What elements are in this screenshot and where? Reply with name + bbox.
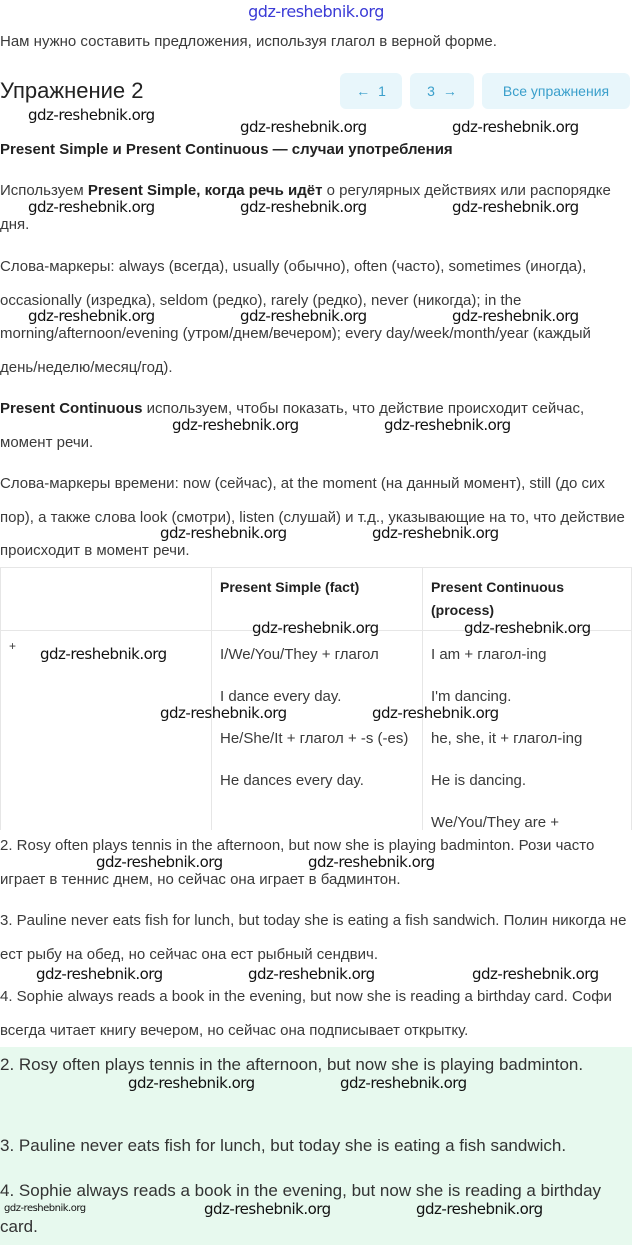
cell-line: He is dancing. — [431, 772, 527, 789]
p1-text: Используем — [0, 182, 88, 199]
intro-text: Нам нужно составить предложения, используя глагол в верной форме. — [0, 33, 497, 50]
watermark: gdz-reshebnik.org — [128, 1074, 255, 1092]
watermark: gdz-reshebnik.org — [4, 1203, 86, 1214]
watermark: gdz-reshebnik.org — [464, 619, 591, 637]
watermark: gdz-reshebnik.org — [240, 198, 367, 216]
table-header: Present Simple (fact) — [212, 568, 423, 631]
theory-heading: Present Simple и Present Continuous — случаи употребления — [0, 141, 453, 158]
watermark: gdz-reshebnik.org — [252, 619, 379, 637]
cell-line: He dances every day. — [220, 772, 364, 789]
answer-2: 2. Rosy often plays tennis in the afternoon, but now she is playing badminton. — [0, 1055, 584, 1074]
answer-4: 4. Sophie always reads a book in the evening, but now she is reading a birthday card. — [0, 1181, 602, 1236]
arrow-left-icon: ← — [356, 83, 371, 99]
watermark: gdz-reshebnik.org — [340, 1074, 467, 1092]
row-label: + — [1, 631, 212, 831]
p1-bold: Present Simple, когда речь идёт — [87, 182, 323, 199]
watermark: gdz-reshebnik.org — [240, 118, 367, 136]
watermark: gdz-reshebnik.org — [40, 645, 167, 663]
p1-text-end: о регулярных действиях или распорядке дня. — [0, 182, 611, 233]
watermark: gdz-reshebnik.org — [28, 198, 155, 216]
page-title: Упражнение 2 — [0, 78, 144, 103]
prev-label: 1 — [378, 83, 386, 99]
table-header: Present Continuous (process) — [423, 568, 632, 631]
cell-line: I/We/You/They + глагол — [220, 646, 379, 663]
watermark: gdz-reshebnik.org — [172, 416, 299, 434]
watermark: gdz-reshebnik.org — [372, 704, 499, 722]
p3-bold: Present Continuous — [0, 400, 143, 417]
theory-paragraph-2: Слова-маркеры: always (всегда), usually (обычно), often (часто), sometimes (иногда), occasionally (изредка), seldom (редко), rarely (редко), never (никогда); in the morning/afternoon/evening (утром/днем/вечером); every day/week/month/year (каждый день/неделю/месяц/год). — [0, 258, 591, 376]
watermark: gdz-reshebnik.org — [372, 524, 499, 542]
cell-line: I'm dancing. — [431, 688, 512, 705]
watermark: gdz-reshebnik.org — [204, 1200, 331, 1218]
theory-paragraph-4: Слова-маркеры времени: now (сейчас), at the moment (на данный момент), still (до сих пор), а также слова look (смотри), listen (слушай) и т.д., указывающие на то, что действие происходит в момент речи. — [0, 475, 625, 559]
cell-line: We/You/They are + — [431, 814, 559, 830]
theory-paragraph-3 — [0, 392, 632, 459]
watermark: gdz-reshebnik.org — [160, 524, 287, 542]
cell-line: I dance every day. — [220, 688, 342, 705]
cell-line: He/She/It + глагол + -s (-es) — [220, 730, 409, 747]
prev-exercise-button[interactable] — [340, 73, 402, 109]
watermark: gdz-reshebnik.org — [452, 307, 579, 325]
watermark: gdz-reshebnik.org — [240, 307, 367, 325]
answer-3: 3. Pauline never eats fish for lunch, but today she is eating a fish sandwich. — [0, 1136, 567, 1155]
watermark: gdz-reshebnik.org — [452, 198, 579, 216]
top-watermark: gdz-reshebnik.org — [248, 2, 384, 21]
cell-line: he, she, it + глагол-ing — [431, 730, 583, 747]
watermark: gdz-reshebnik.org — [28, 106, 155, 124]
watermark: gdz-reshebnik.org — [416, 1200, 543, 1218]
watermark: gdz-reshebnik.org — [384, 416, 511, 434]
next-exercise-button[interactable] — [410, 73, 474, 109]
watermark: gdz-reshebnik.org — [160, 704, 287, 722]
watermark: gdz-reshebnik.org — [28, 307, 155, 325]
sentence-3: 3. Pauline never eats fish for lunch, but today she is eating a fish sandwich. Полин никогда не ест рыбу на обед, но сейчас она ест рыбный сендвич. — [0, 912, 627, 963]
cell-line: I am + глагол-ing — [431, 646, 547, 663]
watermark: gdz-reshebnik.org — [472, 965, 599, 983]
all-exercises-button[interactable]: Все упражнения — [482, 73, 630, 109]
watermark: gdz-reshebnik.org — [308, 853, 435, 871]
continuous-cell — [423, 631, 632, 831]
watermark: gdz-reshebnik.org — [96, 853, 223, 871]
arrow-right-icon: → — [442, 83, 457, 99]
table-header — [1, 568, 212, 631]
watermark: gdz-reshebnik.org — [36, 965, 163, 983]
next-label: 3 — [427, 83, 435, 99]
watermark: gdz-reshebnik.org — [452, 118, 579, 136]
simple-cell — [212, 631, 423, 831]
watermark: gdz-reshebnik.org — [248, 965, 375, 983]
tense-table — [0, 567, 632, 830]
sentence-4: 4. Sophie always reads a book in the evening, but now she is reading a birthday card. Софи всегда читает книгу вечером, но сейчас она подписывает открытку. — [0, 988, 612, 1039]
sentence-2: 2. Rosy often plays tennis in the afternoon, but now she is playing badminton. Рози часто играет в теннис днем, но сейчас она играет в бадминтон. — [0, 837, 595, 888]
p3-text: используем, чтобы показать, что действие происходит сейчас, момент речи. — [0, 400, 585, 451]
